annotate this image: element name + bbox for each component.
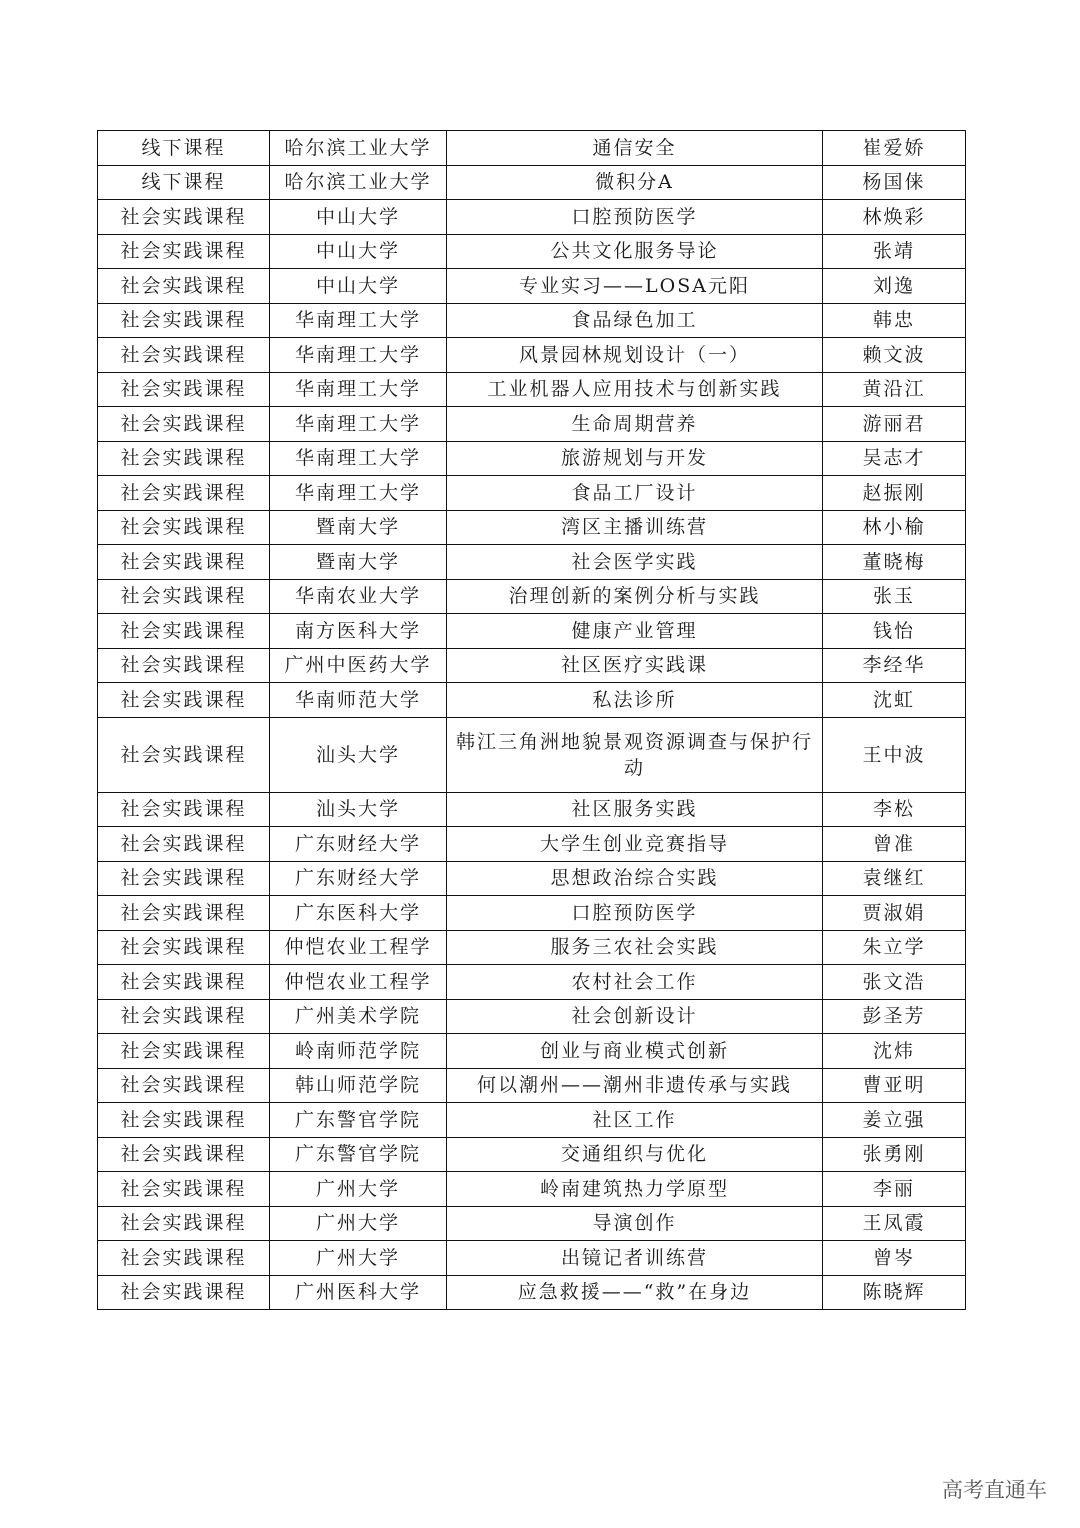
school-cell: 华南师范大学 (270, 683, 447, 718)
school-cell: 暨南大学 (270, 510, 447, 545)
table-row (98, 896, 966, 931)
table-row (98, 545, 966, 580)
course-name-cell: 社会医学实践 (447, 545, 823, 580)
course-name-cell: 社会创新设计 (447, 999, 823, 1034)
school-cell: 哈尔滨工业大学 (270, 131, 447, 166)
course-name-cell: 口腔预防医学 (447, 896, 823, 931)
course-type-cell: 社会实践课程 (98, 614, 270, 649)
course-name-cell: 应急救援——“救”在身边 (447, 1275, 823, 1310)
course-type-cell: 社会实践课程 (98, 1103, 270, 1138)
course-type-cell: 社会实践课程 (98, 510, 270, 545)
course-type-cell: 社会实践课程 (98, 441, 270, 476)
school-cell: 广东警官学院 (270, 1137, 447, 1172)
course-table-body (98, 131, 966, 1310)
table-row (98, 579, 966, 614)
school-cell: 华南农业大学 (270, 579, 447, 614)
school-cell: 广州大学 (270, 1206, 447, 1241)
course-name-cell: 创业与商业模式创新 (447, 1034, 823, 1069)
course-name-cell: 社区服务实践 (447, 792, 823, 827)
teacher-cell: 张玉 (823, 579, 966, 614)
course-type-cell: 社会实践课程 (98, 1137, 270, 1172)
table-row (98, 303, 966, 338)
school-cell: 广东医科大学 (270, 896, 447, 931)
table-row (98, 165, 966, 200)
table-row (98, 510, 966, 545)
school-cell: 华南理工大学 (270, 441, 447, 476)
school-cell: 广州美术学院 (270, 999, 447, 1034)
table-row (98, 614, 966, 649)
school-cell: 中山大学 (270, 234, 447, 269)
course-name-cell: 农村社会工作 (447, 965, 823, 1000)
teacher-cell: 张文浩 (823, 965, 966, 1000)
table-row (98, 1275, 966, 1310)
course-type-cell: 社会实践课程 (98, 1206, 270, 1241)
course-type-cell: 社会实践课程 (98, 234, 270, 269)
course-type-cell: 社会实践课程 (98, 792, 270, 827)
course-name-cell: 社区工作 (447, 1103, 823, 1138)
course-type-cell: 社会实践课程 (98, 338, 270, 373)
teacher-cell: 王凤霞 (823, 1206, 966, 1241)
table-row (98, 407, 966, 442)
course-name-cell: 私法诊所 (447, 683, 823, 718)
course-type-cell: 社会实践课程 (98, 965, 270, 1000)
teacher-cell: 杨国俫 (823, 165, 966, 200)
table-row (98, 999, 966, 1034)
course-name-cell: 导演创作 (447, 1206, 823, 1241)
course-name-cell: 健康产业管理 (447, 614, 823, 649)
teacher-cell: 吴志才 (823, 441, 966, 476)
table-row (98, 1241, 966, 1276)
teacher-cell: 姜立强 (823, 1103, 966, 1138)
course-name-cell: 社区医疗实践课 (447, 648, 823, 683)
table-row (98, 930, 966, 965)
course-name-cell: 工业机器人应用技术与创新实践 (447, 372, 823, 407)
teacher-cell: 贾淑娟 (823, 896, 966, 931)
school-cell: 中山大学 (270, 269, 447, 304)
table-row (98, 234, 966, 269)
table-row (98, 1137, 966, 1172)
course-type-cell: 社会实践课程 (98, 999, 270, 1034)
table-row (98, 965, 966, 1000)
school-cell: 广东财经大学 (270, 827, 447, 862)
table-row (98, 269, 966, 304)
teacher-cell: 李松 (823, 792, 966, 827)
course-type-cell: 社会实践课程 (98, 303, 270, 338)
course-name-cell: 风景园林规划设计（一） (447, 338, 823, 373)
course-name-cell: 食品工厂设计 (447, 476, 823, 511)
course-type-cell: 社会实践课程 (98, 545, 270, 580)
course-name-cell: 韩江三角洲地貌景观资源调查与保护行动 (447, 717, 823, 792)
table-row (98, 200, 966, 235)
course-name-cell: 岭南建筑热力学原型 (447, 1172, 823, 1207)
teacher-cell: 曾准 (823, 827, 966, 862)
table-row (98, 1034, 966, 1069)
school-cell: 华南理工大学 (270, 372, 447, 407)
teacher-cell: 林焕彩 (823, 200, 966, 235)
course-type-cell: 社会实践课程 (98, 717, 270, 792)
school-cell: 广州大学 (270, 1241, 447, 1276)
course-type-cell: 社会实践课程 (98, 648, 270, 683)
course-type-cell: 社会实践课程 (98, 200, 270, 235)
course-name-cell: 口腔预防医学 (447, 200, 823, 235)
school-cell: 汕头大学 (270, 792, 447, 827)
table-row (98, 1068, 966, 1103)
course-type-cell: 社会实践课程 (98, 1068, 270, 1103)
school-cell: 南方医科大学 (270, 614, 447, 649)
teacher-cell: 李丽 (823, 1172, 966, 1207)
course-name-cell: 公共文化服务导论 (447, 234, 823, 269)
table-row (98, 827, 966, 862)
teacher-cell: 刘逸 (823, 269, 966, 304)
school-cell: 仲恺农业工程学 (270, 965, 447, 1000)
school-cell: 华南理工大学 (270, 476, 447, 511)
course-name-cell: 生命周期营养 (447, 407, 823, 442)
teacher-cell: 袁继红 (823, 861, 966, 896)
course-name-cell: 专业实习——LOSA元阳 (447, 269, 823, 304)
teacher-cell: 黄沿江 (823, 372, 966, 407)
school-cell: 广东财经大学 (270, 861, 447, 896)
course-type-cell: 社会实践课程 (98, 683, 270, 718)
table-row (98, 338, 966, 373)
school-cell: 广州大学 (270, 1172, 447, 1207)
teacher-cell: 沈虹 (823, 683, 966, 718)
course-type-cell: 社会实践课程 (98, 1034, 270, 1069)
teacher-cell: 曾岑 (823, 1241, 966, 1276)
course-name-cell: 通信安全 (447, 131, 823, 166)
teacher-cell: 沈炜 (823, 1034, 966, 1069)
course-type-cell: 社会实践课程 (98, 407, 270, 442)
table-row (98, 372, 966, 407)
table-row (98, 717, 966, 792)
school-cell: 华南理工大学 (270, 338, 447, 373)
teacher-cell: 赵振刚 (823, 476, 966, 511)
teacher-cell: 韩忠 (823, 303, 966, 338)
school-cell: 汕头大学 (270, 717, 447, 792)
teacher-cell: 张靖 (823, 234, 966, 269)
teacher-cell: 游丽君 (823, 407, 966, 442)
table-row (98, 1206, 966, 1241)
table-row (98, 861, 966, 896)
course-name-cell: 思想政治综合实践 (447, 861, 823, 896)
course-name-cell: 交通组织与优化 (447, 1137, 823, 1172)
teacher-cell: 钱怡 (823, 614, 966, 649)
table-row (98, 441, 966, 476)
course-type-cell: 社会实践课程 (98, 930, 270, 965)
course-type-cell: 社会实践课程 (98, 1275, 270, 1310)
course-type-cell: 社会实践课程 (98, 269, 270, 304)
course-type-cell: 社会实践课程 (98, 372, 270, 407)
course-type-cell: 社会实践课程 (98, 1241, 270, 1276)
course-name-cell: 旅游规划与开发 (447, 441, 823, 476)
course-name-cell: 何以潮州——潮州非遗传承与实践 (447, 1068, 823, 1103)
course-name-cell: 大学生创业竞赛指导 (447, 827, 823, 862)
school-cell: 广东警官学院 (270, 1103, 447, 1138)
table-row (98, 476, 966, 511)
course-table (97, 130, 966, 1310)
school-cell: 华南理工大学 (270, 407, 447, 442)
teacher-cell: 王中波 (823, 717, 966, 792)
course-type-cell: 社会实践课程 (98, 861, 270, 896)
school-cell: 华南理工大学 (270, 303, 447, 338)
school-cell: 广州医科大学 (270, 1275, 447, 1310)
watermark: 高考直通车 (942, 1478, 1047, 1502)
course-name-cell: 治理创新的案例分析与实践 (447, 579, 823, 614)
course-type-cell: 社会实践课程 (98, 827, 270, 862)
school-cell: 仲恺农业工程学 (270, 930, 447, 965)
school-cell: 岭南师范学院 (270, 1034, 447, 1069)
teacher-cell: 彭圣芳 (823, 999, 966, 1034)
school-cell: 暨南大学 (270, 545, 447, 580)
school-cell: 韩山师范学院 (270, 1068, 447, 1103)
teacher-cell: 陈晓辉 (823, 1275, 966, 1310)
table-row (98, 648, 966, 683)
table-row (98, 792, 966, 827)
teacher-cell: 李经华 (823, 648, 966, 683)
school-cell: 哈尔滨工业大学 (270, 165, 447, 200)
course-name-cell: 服务三农社会实践 (447, 930, 823, 965)
course-type-cell: 线下课程 (98, 165, 270, 200)
course-name-cell: 出镜记者训练营 (447, 1241, 823, 1276)
course-type-cell: 社会实践课程 (98, 476, 270, 511)
teacher-cell: 崔爱娇 (823, 131, 966, 166)
teacher-cell: 张勇刚 (823, 1137, 966, 1172)
course-type-cell: 线下课程 (98, 131, 270, 166)
course-type-cell: 社会实践课程 (98, 1172, 270, 1207)
school-cell: 中山大学 (270, 200, 447, 235)
course-type-cell: 社会实践课程 (98, 896, 270, 931)
teacher-cell: 朱立学 (823, 930, 966, 965)
course-table-container (97, 130, 966, 1310)
course-name-cell: 食品绿色加工 (447, 303, 823, 338)
teacher-cell: 董晓梅 (823, 545, 966, 580)
course-name-cell: 微积分A (447, 165, 823, 200)
table-row (98, 1103, 966, 1138)
course-name-cell: 湾区主播训练营 (447, 510, 823, 545)
table-row (98, 683, 966, 718)
school-cell: 广州中医药大学 (270, 648, 447, 683)
teacher-cell: 林小榆 (823, 510, 966, 545)
teacher-cell: 赖文波 (823, 338, 966, 373)
table-row (98, 1172, 966, 1207)
course-type-cell: 社会实践课程 (98, 579, 270, 614)
teacher-cell: 曹亚明 (823, 1068, 966, 1103)
table-row (98, 131, 966, 166)
